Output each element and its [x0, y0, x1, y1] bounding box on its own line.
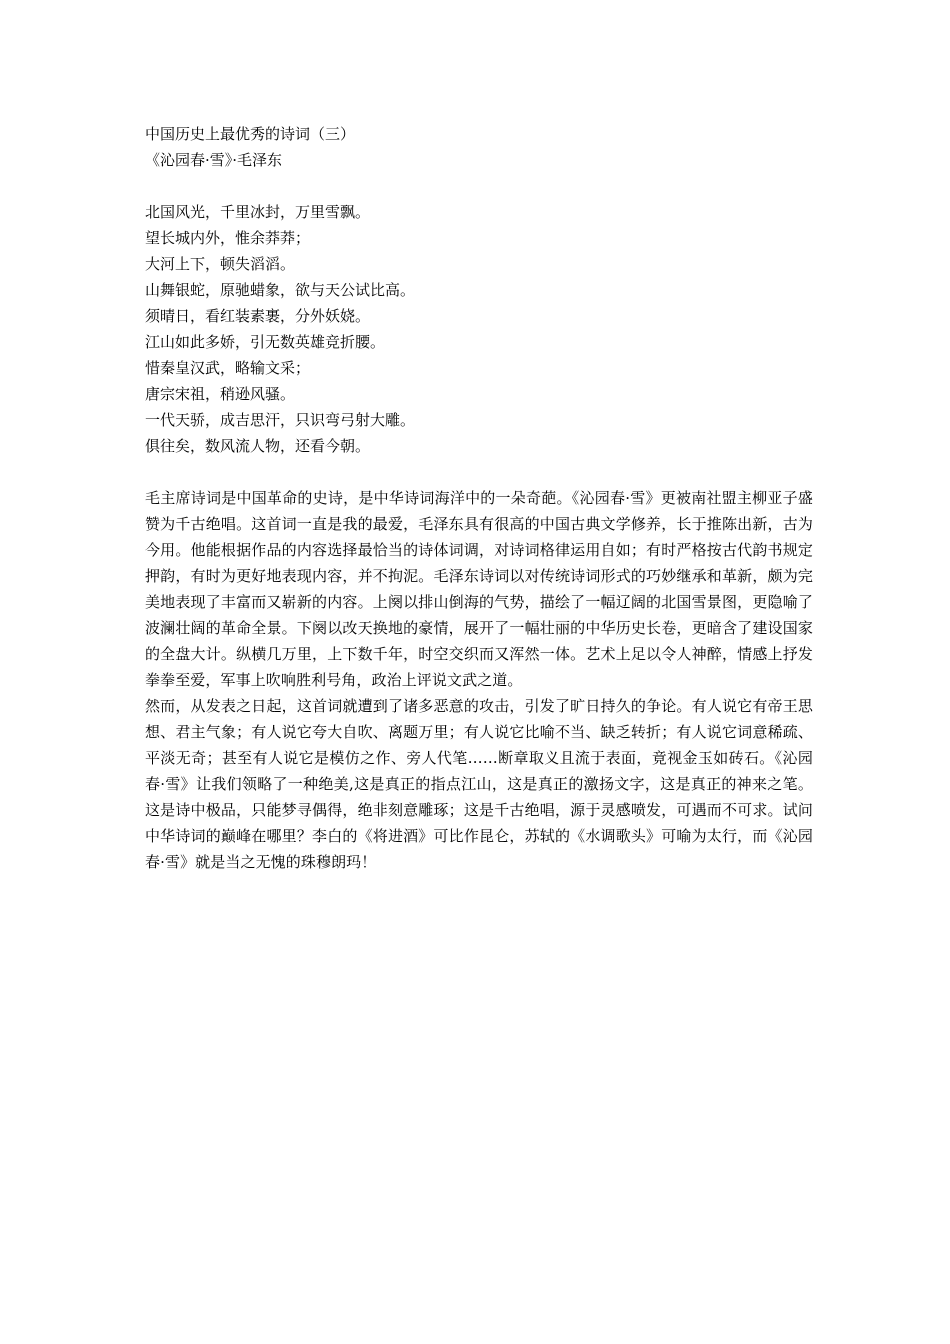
commentary-paragraph-1: 毛主席诗词是中国革命的史诗，是中华诗词海洋中的一朵奇葩。《沁园春·雪》更被南社盟主柳亚子盛赞为千古绝唱。这首词一直是我的最爱，毛泽东具有很高的中国古典文学修养，长于推陈出新，古为今用。他能根据作品的内容选择最恰当的诗体词调，对诗词格律运用自如；有时严格按古代韵书规定押韵，有时为更好地表现内容，并不拘泥。毛泽东诗词以对传统诗词形式的巧妙继承和革新，颇为完美地表现了丰富而又崭新的内容。上阕以排山倒海的气势，描绘了一幅辽阔的北国雪景图，更隐喻了波澜壮阔的革命全景。下阕以改天换地的豪情，展开了一幅壮丽的中华历史长卷，更暗含了建设国家的全盘大计。纵横几万里，上下数千年，时空交织而又浑然一体。艺术上足以令人神醉，情感上抒发拳拳至爱，军事上吹响胜利号角，政治上评说文武之道。: [145, 489, 813, 689]
poem-line: 一代天骄，成吉思汗，只识弯弓射大雕。: [145, 411, 416, 429]
poem-line: 惜秦皇汉武，略输文采；: [145, 359, 311, 377]
poem-line: 江山如此多娇，引无数英雄竞折腰。: [145, 333, 386, 351]
poem-line: 大河上下，顿失滔滔。: [145, 255, 296, 273]
poem: [145, 199, 813, 459]
poem-line: 山舞银蛇，原驰蜡象，欲与天公试比高。: [145, 281, 416, 299]
poem-line: 须晴日，看红装素裹，分外妖娆。: [145, 307, 371, 325]
spacer: [145, 459, 813, 485]
poem-line: 望长城内外，惟余莽莽；: [145, 229, 311, 247]
poem-line: 北国风光，千里冰封，万里雪飘。: [145, 203, 371, 221]
document-body: [145, 121, 813, 875]
spacer: [145, 173, 813, 199]
poem-line: 唐宗宋祖，稍逊风骚。: [145, 385, 296, 403]
commentary-paragraph-2: 然而，从发表之日起，这首词就遭到了诸多恶意的攻击，引发了旷日持久的争论。有人说它有帝王思想、君主气象；有人说它夸大自吹、离题万里；有人说它比喻不当、缺乏转折；有人说它词意稀疏、平淡无奇；甚至有人说它是模仿之作、旁人代笔……断章取义且流于表面，竟视金玉如砖石。《沁园春·雪》让我们领略了一种绝美,这是真正的指点江山，这是真正的激扬文字，这是真正的神来之笔。这是诗中极品，只能梦寻偶得，绝非刻意雕琢；这是千古绝唱，源于灵感喷发，可遇而不可求。试问中华诗词的巅峰在哪里？李白的《将进酒》可比作昆仑，苏轼的《水调歌头》可喻为太行，而《沁园春·雪》就是当之无愧的珠穆朗玛！: [145, 697, 813, 871]
document-title: 中国历史上最优秀的诗词（三）: [145, 125, 356, 143]
poem-subtitle: 《沁园春·雪》·毛泽东: [145, 151, 283, 169]
poem-line: 俱往矣，数风流人物，还看今朝。: [145, 437, 371, 455]
